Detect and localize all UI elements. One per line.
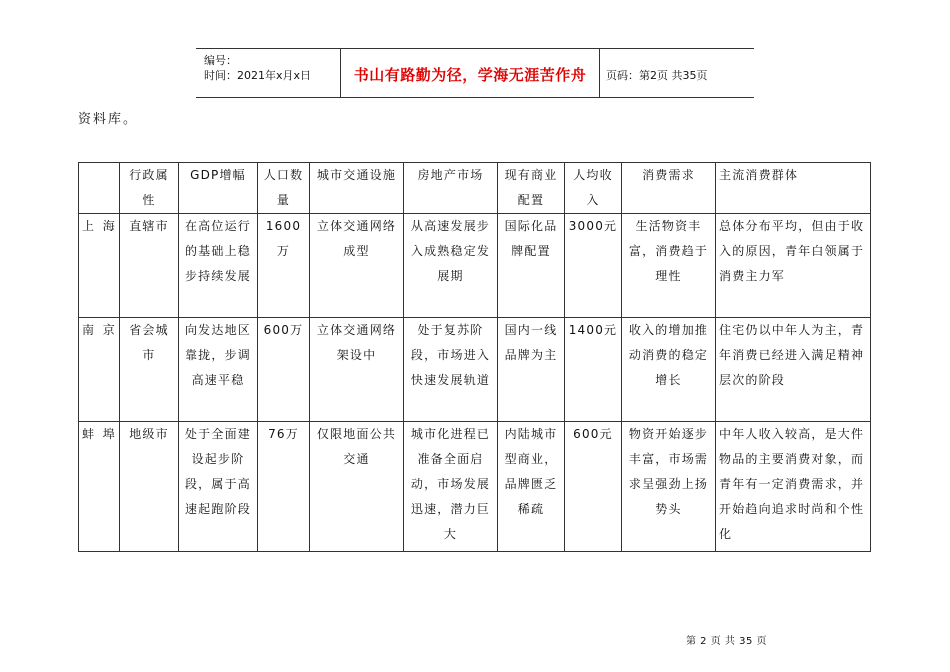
header-cell: 主流消费群体: [716, 163, 871, 214]
cell-gdp: 向发达地区靠拢，步调高速平稳: [179, 318, 258, 422]
header-cell: GDP增幅: [179, 163, 258, 214]
cell-consumers: 住宅仍以中年人为主，青年消费已经进入满足精神层次的阶段: [716, 318, 871, 422]
header-meta-cell: [196, 49, 340, 97]
city-comparison-table: [78, 162, 871, 552]
cell-admin: 省会城市: [120, 318, 179, 422]
cell-transport: 立体交通网络成型: [310, 214, 404, 318]
page-header: [196, 48, 754, 98]
cell-demand: 物资开始逐步丰富，市场需求呈强劲上扬势头: [622, 422, 716, 552]
cell-city: 上海: [79, 214, 120, 318]
header-cell: 现有商业配置: [498, 163, 565, 214]
header-motto-cell: [340, 49, 600, 97]
time-label: 时间：2021年x月x日: [204, 69, 312, 82]
cell-income: 1400元: [565, 318, 622, 422]
cell-income: 3000元: [565, 214, 622, 318]
cell-consumers: 总体分布平均，但由于收入的原因，青年白领属于消费主力军: [716, 214, 871, 318]
cell-transport: 立体交通网络架设中: [310, 318, 404, 422]
header-cell: 房地产市场: [404, 163, 498, 214]
cell-commerce: 国际化品牌配置: [498, 214, 565, 318]
page-footer: 第 2 页 共 35 页: [686, 636, 767, 647]
cell-population: 1600万: [258, 214, 310, 318]
header-cell: 城市交通设施: [310, 163, 404, 214]
cell-commerce: 内陆城市型商业，品牌匮乏稀疏: [498, 422, 565, 552]
header-cell: 人口数量: [258, 163, 310, 214]
cell-demand: 生活物资丰富，消费趋于理性: [622, 214, 716, 318]
motto-text: 书山有路勤为径，学海无涯苦作舟: [353, 66, 587, 84]
cell-gdp: 在高位运行的基础上稳步持续发展: [179, 214, 258, 318]
table-header-row: [79, 163, 871, 214]
cell-admin: 地级市: [120, 422, 179, 552]
table-row: [79, 214, 871, 318]
cell-consumers: 中年人收入较高，是大件物品的主要消费对象，而青年有一定消费需求，并开始趋向追求时尚和个性化: [716, 422, 871, 552]
cell-demand: 收入的增加推动消费的稳定增长: [622, 318, 716, 422]
header-cell: 行政属性: [120, 163, 179, 214]
cell-transport: 仅限地面公共交通: [310, 422, 404, 552]
header-cell: 人均收入: [565, 163, 622, 214]
table-row: [79, 318, 871, 422]
table-row: [79, 422, 871, 552]
header-cell: 消费需求: [622, 163, 716, 214]
header-cell: [79, 163, 120, 214]
cell-commerce: 国内一线品牌为主: [498, 318, 565, 422]
page-label: 页码：第2页 共35页: [606, 69, 708, 82]
header-page-cell: [600, 49, 754, 97]
cell-population: 76万: [258, 422, 310, 552]
cell-realestate: 处于复苏阶段，市场进入快速发展轨道: [404, 318, 498, 422]
cell-city: 蚌埠: [79, 422, 120, 552]
cell-gdp: 处于全面建设起步阶段，属于高速起跑阶段: [179, 422, 258, 552]
cell-city: 南京: [79, 318, 120, 422]
cell-realestate: 城市化进程已准备全面启动，市场发展迅速，潜力巨大: [404, 422, 498, 552]
cell-admin: 直辖市: [120, 214, 179, 318]
cell-income: 600元: [565, 422, 622, 552]
number-label: 编号：: [204, 54, 237, 67]
intro-text: 资料库。: [78, 112, 139, 127]
cell-realestate: 从高速发展步入成熟稳定发展期: [404, 214, 498, 318]
cell-population: 600万: [258, 318, 310, 422]
